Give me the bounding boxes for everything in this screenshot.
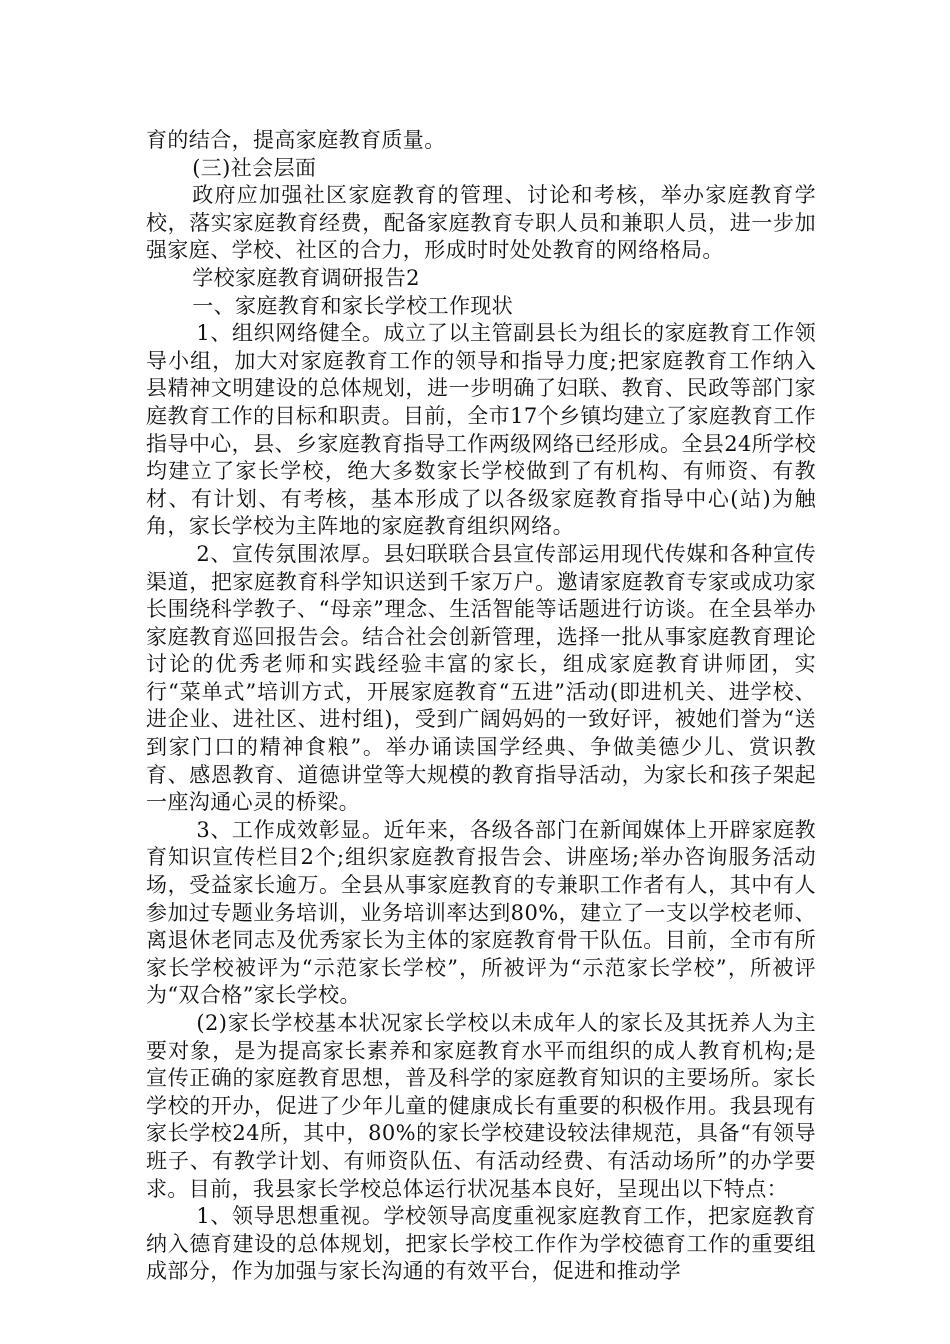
section-heading-status: 一、家庭教育和家长学校工作现状 bbox=[192, 293, 514, 318]
paragraph-organization: 1、组织网络健全。成立了以主管副县长为组长的家庭教育工作领导小组，加大对家庭教育工作的领导和指导力度;把家庭教育工作纳入县精神文明建设的总体规划，进一步明确了妇联、教育、民政等部门家庭教育工作的目标和职责。目前，全市17个乡镇均建立了家庭教育工作指导中心，县、乡家庭教育指导工作两级网络已经形成。全县24所学校均建立了家长学校，绝大多数家长学校做到了有机构、有师资、有教材、有计划、有考核，基本形成了以各级家庭教育指导中心(站)为触角，家长学校为主阵地的家庭教育组织网络。 bbox=[146, 321, 816, 539]
section-heading-social: (三)社会层面 bbox=[192, 155, 317, 180]
paragraph-parent-school: (2)家长学校基本状况家长学校以未成年人的家长及其抚养人为主要对象，是为提高家长素养和家庭教育水平而组织的成人教育机构;是宣传正确的家庭教育思想，普及科学的家庭教育知识的主要场所。家长学校的开办，促进了少年儿童的健康成长有重要的积极作用。我县现有家长学校24所，其中，80%的家长学校建设较法律规范，具备“有领导班子、有教学计划、有师资队伍、有活动经费、有活动场所”的办学要求。目前，我县家长学校总体运行状况基本良好，呈现出以下特点： bbox=[146, 1011, 816, 1201]
paragraph-leadership: 1、领导思想重视。学校领导高度重视家庭教育工作，把家庭教育纳入德育建设的总体规划，把家长学校工作作为学校德育工作的重要组成部分，作为加强与家长沟通的有效平台，促进和推动学 bbox=[146, 1204, 816, 1284]
paragraph-continuation: 育的结合，提高家庭教育质量。 bbox=[146, 128, 446, 152]
paragraph-results: 3、工作成效彰显。近年来，各级各部门在新闻媒体上开辟家庭教育知识宣传栏目2个;组织家庭教育报告会、讲座场;举办咨询服务活动场，受益家长逾万。全县从事家庭教育的专兼职工作者有人，其中有人参加过专题业务培训，业务培训率达到80%，建立了一支以学校老师、离退休老同志及优秀家长为主体的家庭教育骨干队伍。目前，全市有所家长学校被评为“示范家长学校”，所被评为“示范家长学校”，所被评为“双合格”家长学校。 bbox=[146, 817, 816, 1008]
paragraph-publicity: 2、宣传氛围浓厚。县妇联联合县宣传部运用现代传媒和各种宣传渠道，把家庭教育科学知识送到千家万户。邀请家庭教育专家或成功家长围绕科学教子、“母亲”理念、生活智能等话题进行访谈。在全县举办家庭教育巡回报告会。结合社会创新管理，选择一批从事家庭教育理论讨论的优秀老师和实践经验丰富的家长，组成家庭教育讲师团，实行“菜单式”培训方式，开展家庭教育“五进”活动(即进机关、进学校、进企业、进社区、进村组)，受到广阔妈妈的一致好评，被她们誉为“送到家门口的精神食粮”。举办诵读国学经典、争做美德少儿、赏识教育、感恩教育、道德讲堂等大规模的教育指导活动，为家长和孩子架起一座沟通心灵的桥梁。 bbox=[146, 541, 816, 815]
report-title: 学校家庭教育调研报告2 bbox=[192, 265, 420, 290]
document-body bbox=[146, 127, 816, 1286]
paragraph-government: 政府应加强社区家庭教育的管理、讨论和考核，举办家庭教育学校，落实家庭教育经费，配备家庭教育专职人员和兼职人员，进一步加强家庭、学校、社区的合力，形成时时处处教育的网络格局。 bbox=[146, 183, 816, 263]
